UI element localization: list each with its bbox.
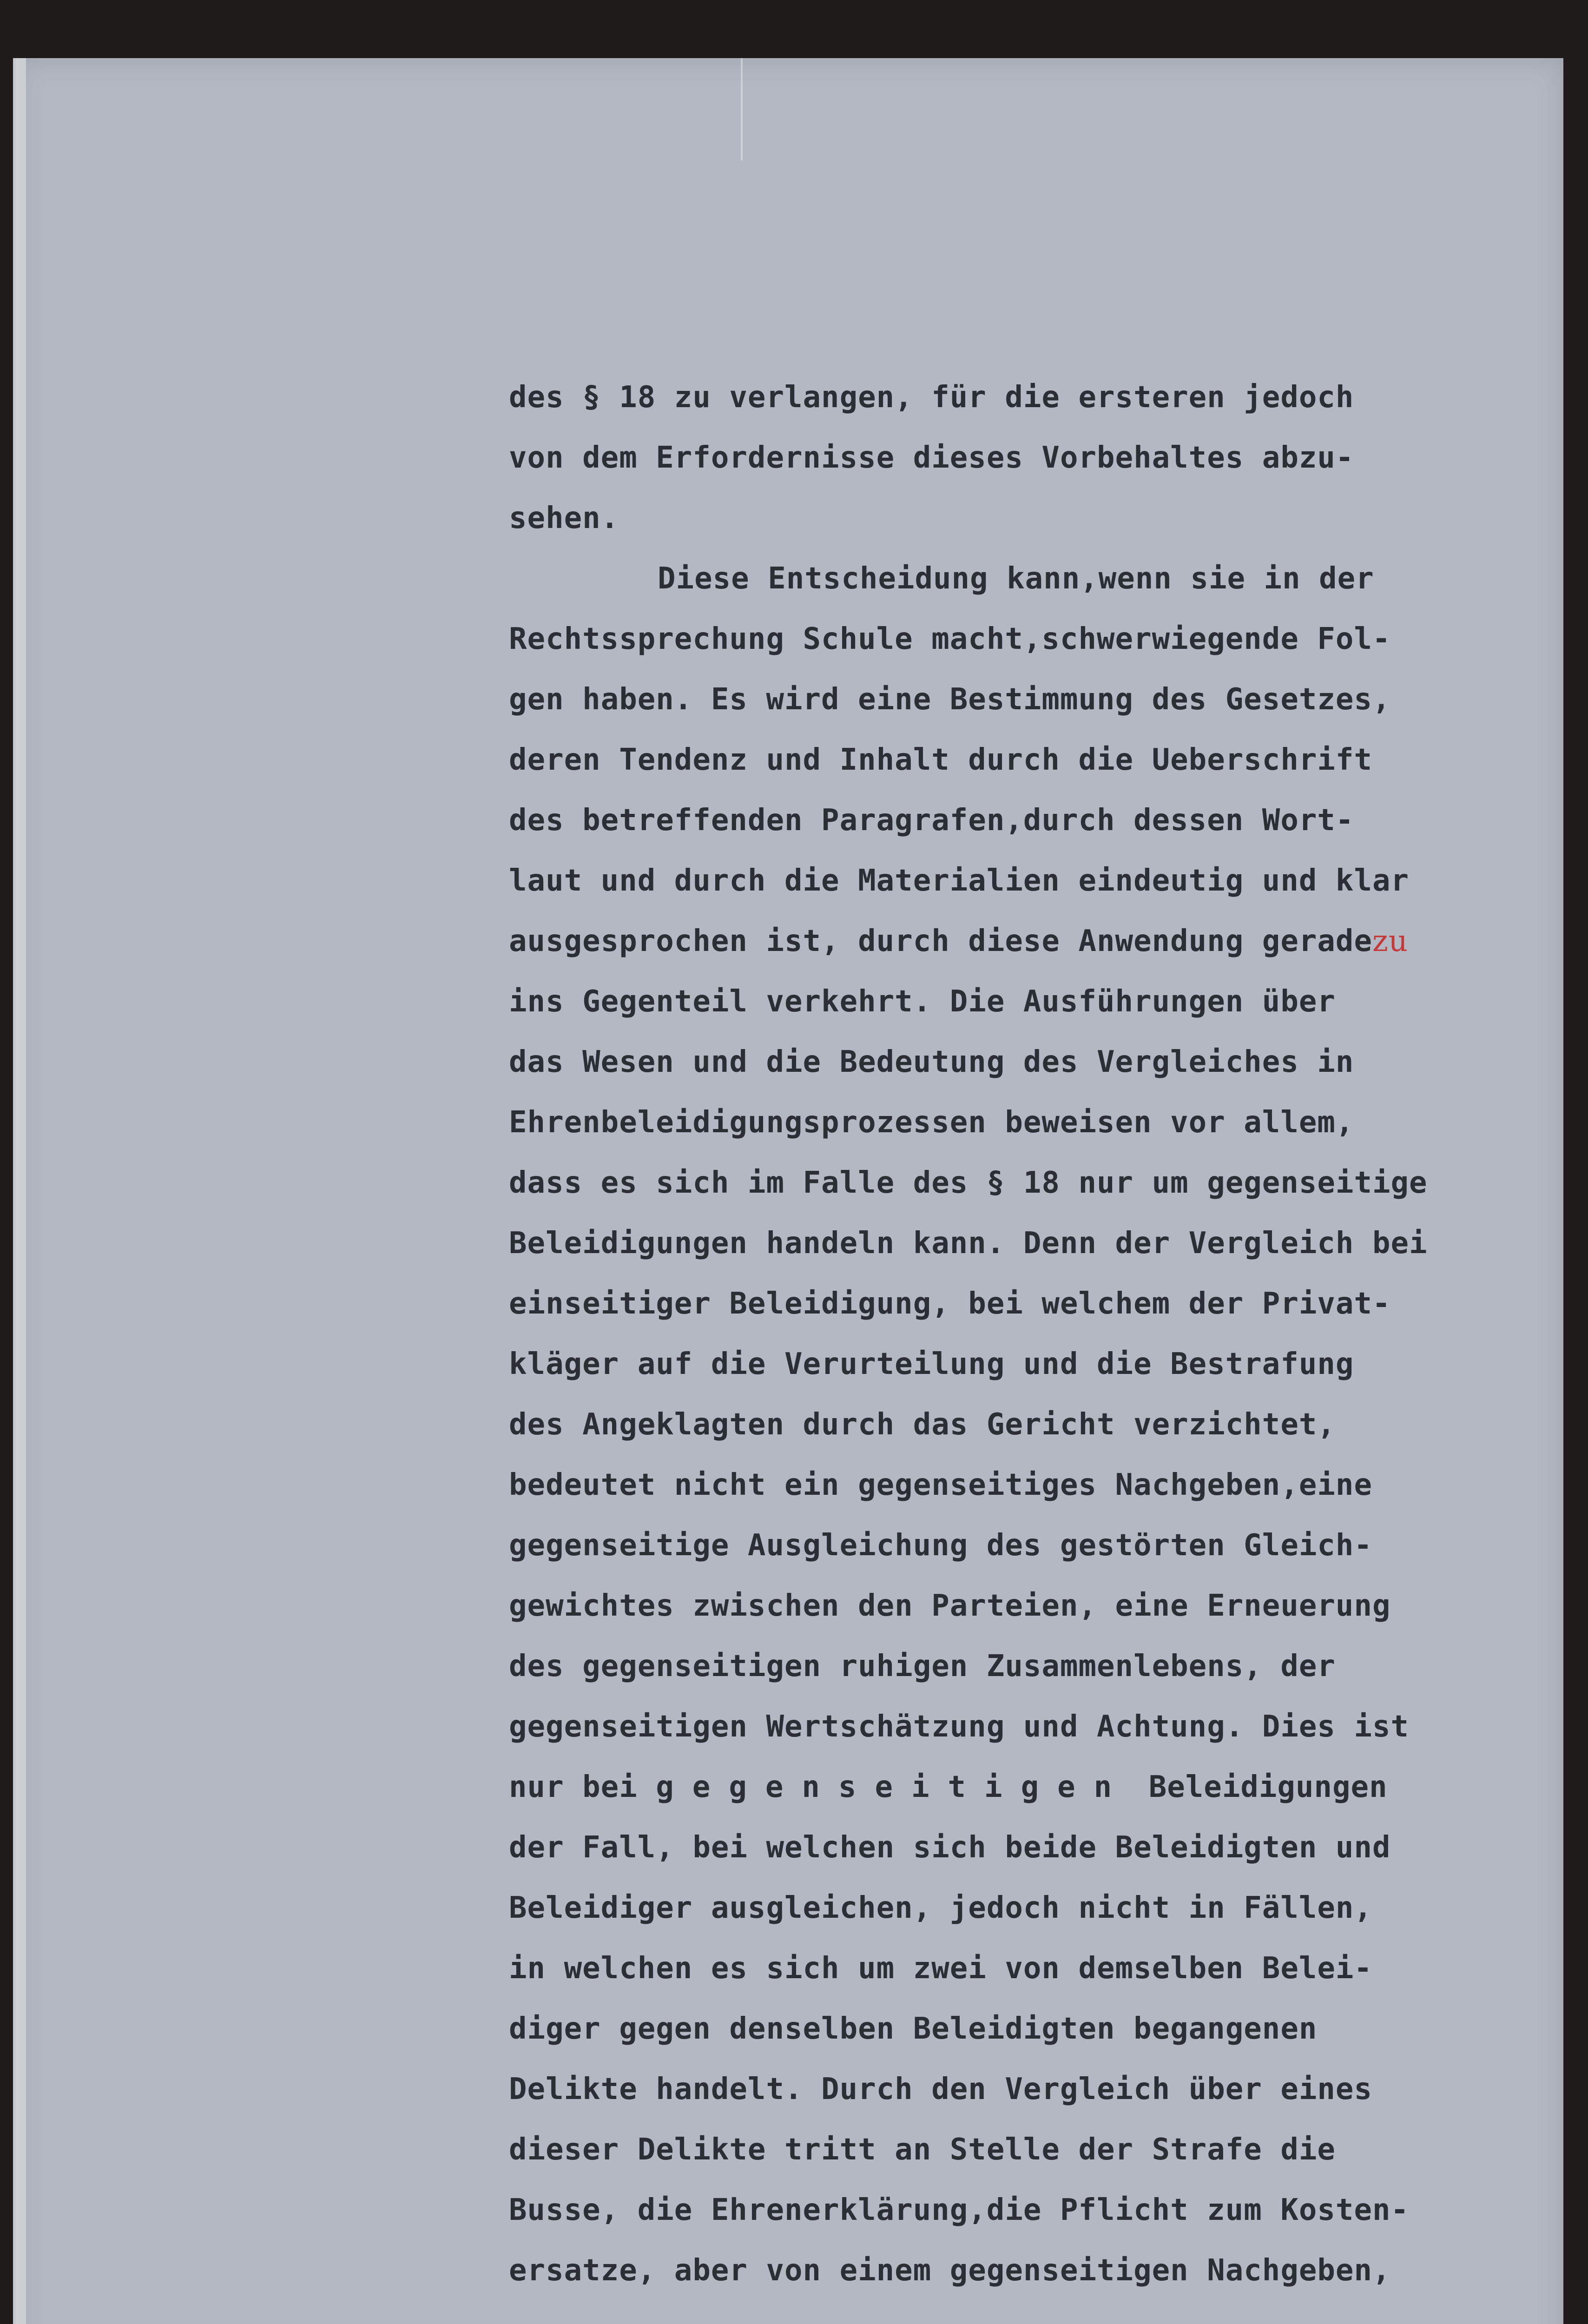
handwritten-insert: zu — [1372, 924, 1408, 958]
text-line: gegenseitigen Wertschätzung und Achtung. Dies ist — [509, 1710, 1410, 1744]
text-line: der Fall, bei welchen sich beide Beleidigten und — [509, 1830, 1391, 1865]
text-line: bedeutet nicht ein gegenseitiges Nachgeben,eine — [509, 1468, 1372, 1502]
text-line: kläger auf die Verurteilung und die Bestrafung — [509, 1347, 1354, 1381]
text-line: gen haben. Es wird eine Bestimmung des Gesetzes, — [509, 682, 1391, 717]
text-line-with-insert — [509, 911, 1559, 971]
text-line: das Wesen und die Bedeutung des Vergleiches in — [509, 1045, 1354, 1079]
text-line: ersatze, aber von einem gegenseitigen Nachgeben, — [509, 2253, 1391, 2288]
text-line: Busse, die Ehrenerklärung,die Pflicht zum Kosten- — [509, 2193, 1410, 2227]
text-line: Beleidigungen handeln kann. Denn der Vergleich bei — [509, 1226, 1428, 1261]
text-line: Beleidiger ausgleichen, jedoch nicht in Fällen, — [509, 1891, 1372, 1925]
text-line: diger gegen denselben Beleidigten begangenen — [509, 2012, 1318, 2046]
text-line-spaced — [509, 1757, 1559, 1817]
text-line: des gegenseitigen ruhigen Zusammenlebens, der — [509, 1649, 1336, 1684]
text-segment: nur bei — [509, 1770, 638, 1804]
text-line: deren Tendenz und Inhalt durch die Ueberschrift — [509, 743, 1372, 777]
text-line: dieser Delikte tritt an Stelle der Strafe die — [509, 2133, 1336, 2167]
text-line: Delikte handelt. Durch den Vergleich über eines — [509, 2072, 1372, 2106]
text-line: gegenseitige Ausgleichung des gestörten Gleich- — [509, 1528, 1372, 1563]
text-line: in welchen es sich um zwei von demselben Belei- — [509, 1951, 1372, 1986]
sheet-left-edge — [16, 58, 26, 2324]
text-line: des Angeklagten durch das Gericht verzichtet, — [509, 1407, 1336, 1442]
text-line: ins Gegenteil verkehrt. Die Ausführungen über — [509, 984, 1336, 1019]
text-line: gewichtes zwischen den Parteien, eine Erneuerung — [509, 1589, 1391, 1623]
paper-fold — [741, 58, 743, 160]
text-line: einseitiger Beleidigung, bei welchem der Privat- — [509, 1287, 1391, 1321]
text-line: des betreffenden Paragrafen,durch dessen Wort- — [509, 803, 1354, 838]
typewritten-text — [509, 367, 1559, 2301]
spaced-emphasis: gegenseitigen — [656, 1770, 1131, 1804]
text-line: von dem Erfordernisse dieses Vorbehaltes abzu- — [509, 441, 1354, 475]
text-line: Diese Entscheidung kann,wenn sie in der — [658, 561, 1374, 596]
text-segment: Beleidigungen — [1148, 1770, 1388, 1804]
text-line: laut und durch die Materialien eindeutig und klar — [509, 864, 1410, 898]
text-line: Rechtssprechung Schule macht,schwerwiegende Fol- — [509, 622, 1391, 656]
text-line: ausgesprochen ist, durch diese Anwendung gerade — [509, 924, 1372, 958]
text-line: Ehrenbeleidigungsprozessen beweisen vor allem, — [509, 1105, 1354, 1140]
text-line: dass es sich im Falle des § 18 nur um gegenseitige — [509, 1166, 1428, 1200]
text-line: sehen. — [509, 501, 619, 535]
text-line: des § 18 zu verlangen, für die ersteren jedoch — [509, 380, 1354, 415]
